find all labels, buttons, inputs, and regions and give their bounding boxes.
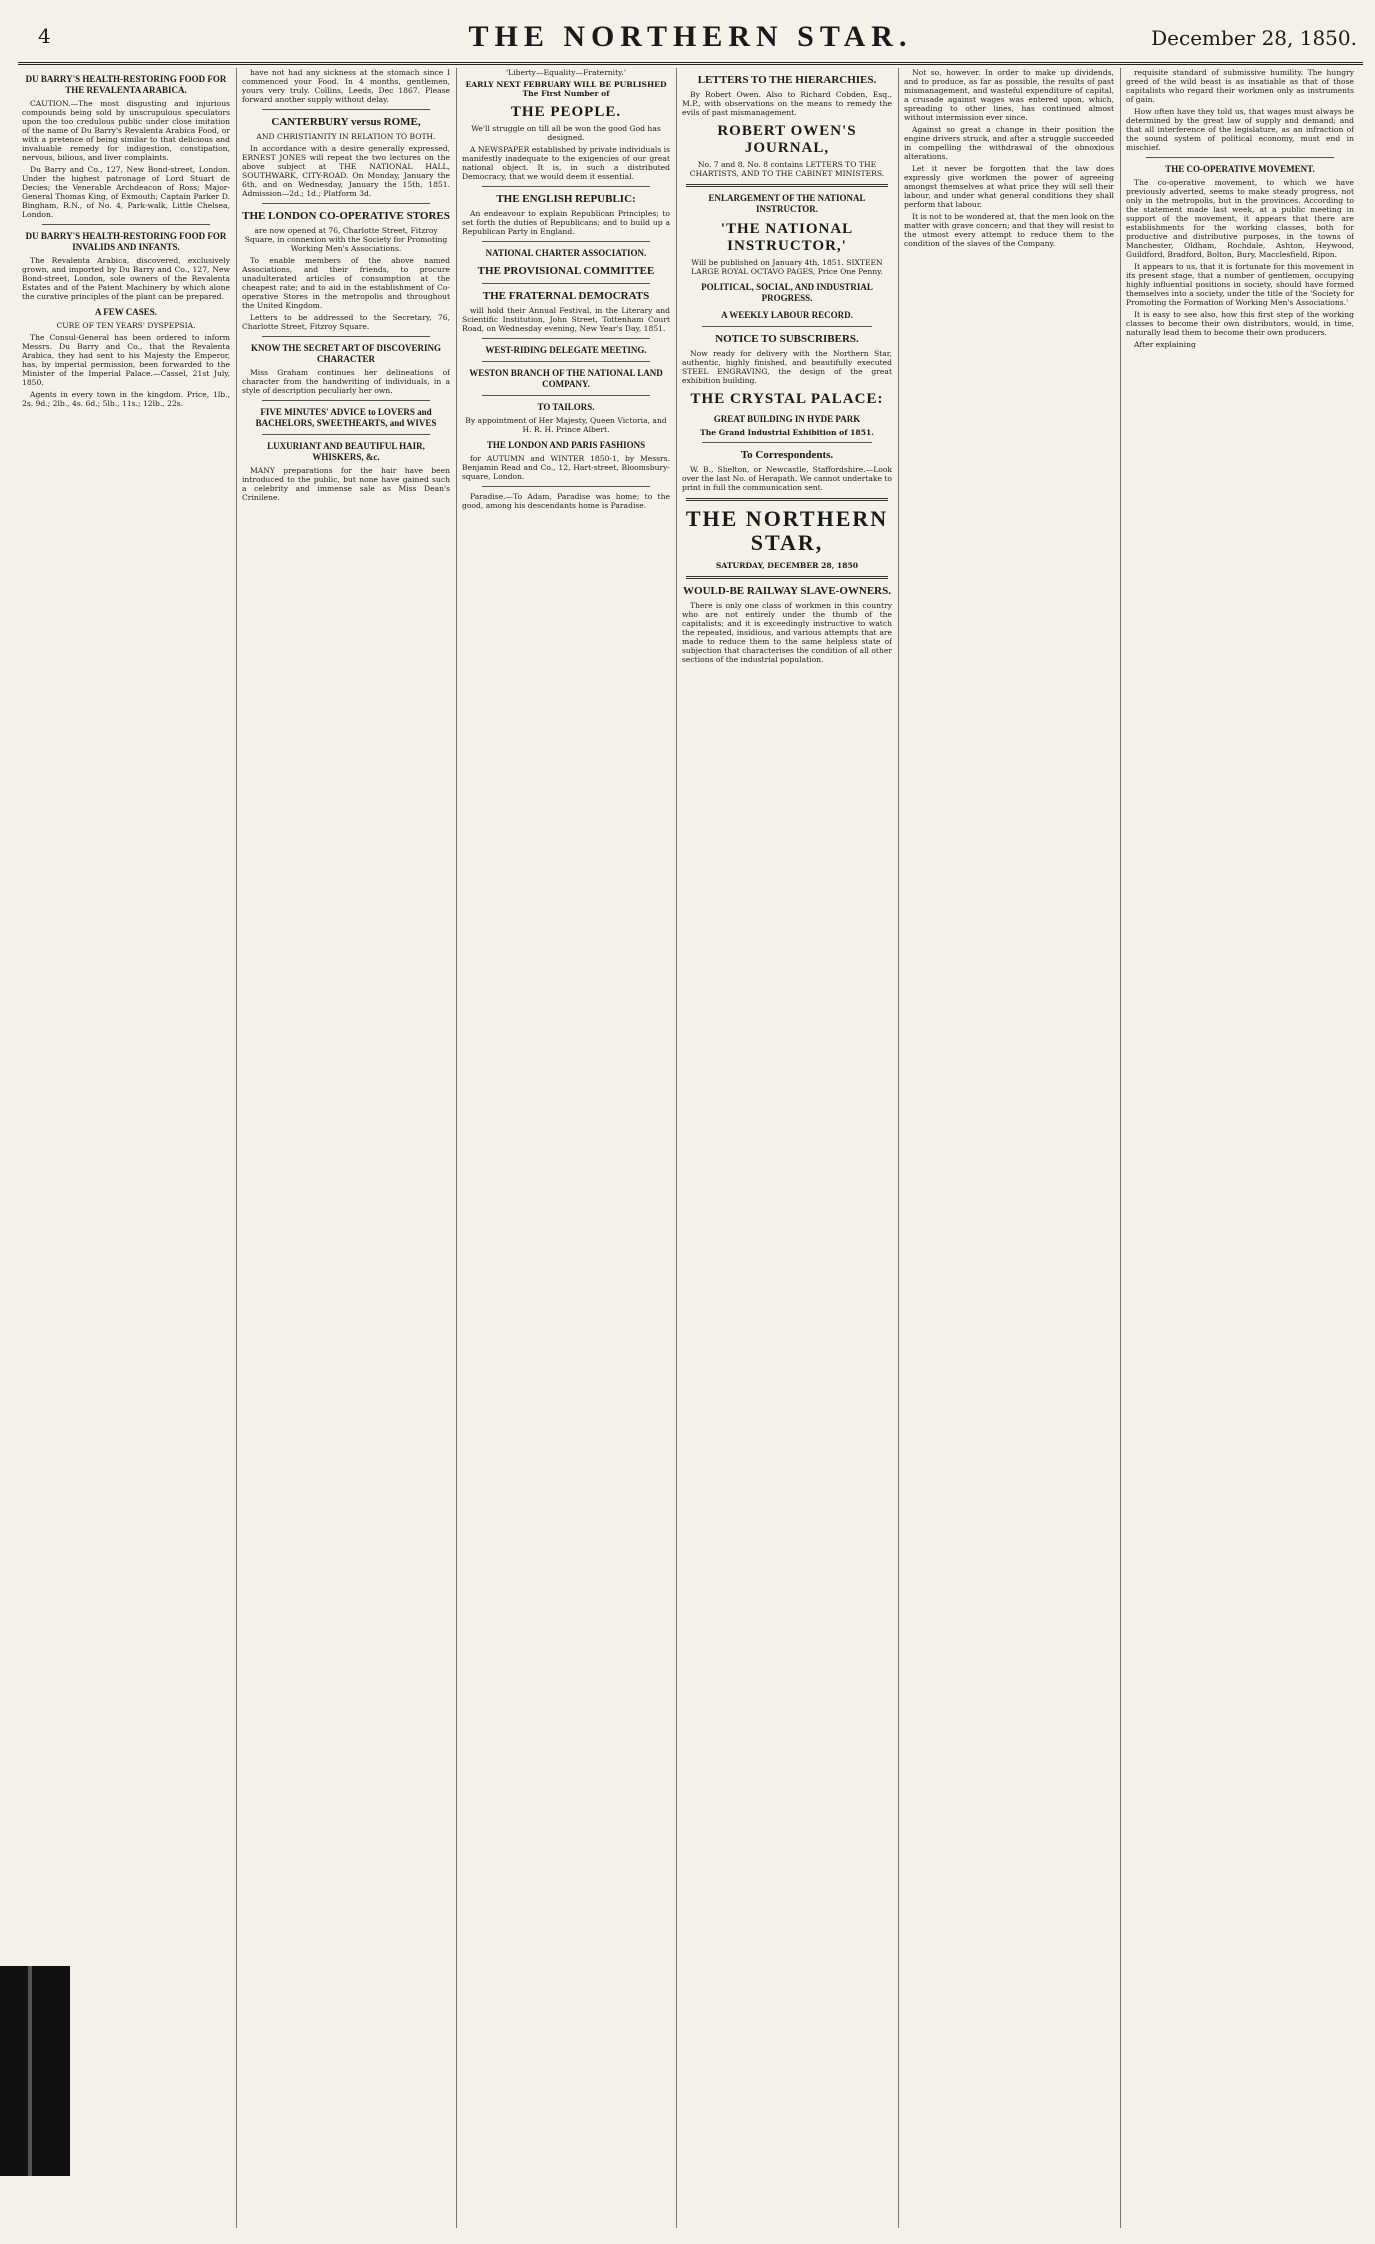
column-rule (676, 68, 677, 2228)
divider (482, 395, 650, 396)
ad-heading: A WEEKLY LABOUR RECORD. (721, 310, 853, 320)
article-text: A NEWSPAPER established by private individuals is manifestly inadequate to the exigencies of our great national object. It is, in such a distributed Democracy, that we would deem it essential. (462, 145, 670, 181)
divider (482, 186, 650, 187)
nameplate-date: SATURDAY, DECEMBER 28, 1850 (715, 561, 859, 570)
nameplate: THE NORTHERN STAR, (685, 506, 889, 555)
divider (702, 442, 872, 443)
ad-text: An endeavour to explain Republican Principles; to set forth the duties of Republicans; and to build up a Republican Party in England. (462, 209, 670, 236)
article-text: Paradise.—To Adam, Paradise was home; to the good, among his descendants home is Paradise. (462, 492, 670, 510)
divider (482, 338, 650, 339)
page-number: 4 (38, 24, 51, 48)
ad-heading: POLITICAL, SOCIAL, AND INDUSTRIAL PROGRESS. (701, 282, 873, 303)
divider (686, 498, 888, 501)
ad-text: Du Barry and Co., 127, New Bond-street, London. Under the highest patronage of Lord Stuart de Decies; the Venerable Archdeacon of Ross; Major-General Thomas King, of Exmouth; Captain Parker D. Bingham, R.N., of No. 4, Park-walk, Little Chelsea, London. (22, 165, 230, 219)
column-2 (242, 68, 450, 2230)
column-rule (1120, 68, 1121, 2228)
section-heading: THE PROVISIONAL COMMITTEE (477, 265, 655, 277)
divider (1146, 157, 1334, 158)
divider (482, 361, 650, 362)
masthead (18, 20, 1363, 65)
ad-subheading: are now opened at 76, Charlotte Street, Fitzroy Square, in connexion with the Society for Promoting Working Men's Associations. (244, 226, 448, 253)
divider (262, 336, 430, 337)
ad-text: Letters to be addressed to the Secretary, 76, Charlotte Street, Fitzroy Square. (242, 313, 450, 331)
section-heading: To Correspondents. (740, 449, 834, 461)
article-text: After explaining (1134, 340, 1196, 349)
notice-text: Now ready for delivery with the Northern Star, authentic, highly finished, and beautifully executed STEEL ENGRAVING, the design of the great exhibition building. (682, 349, 892, 385)
ad-heading: THE LONDON CO-OPERATIVE STORES (242, 210, 450, 222)
divider (482, 241, 650, 242)
ad-text: for AUTUMN and WINTER 1850-1, by Messrs. Benjamin Read and Co., 12, Hart-street, Bloomsbury-square, London. (462, 454, 670, 481)
divider (482, 283, 650, 284)
ad-heading: LUXURIANT AND BEAUTIFUL HAIR, WHISKERS, &c. (267, 441, 425, 462)
article-text: How often have they told us, that wages must always be determined by the great law of supply and demand; and that all interference of the legislature, as an infraction of the sound system of political economy, must end in mischief. (1126, 107, 1354, 152)
ad-subheading: By appointment of Her Majesty, Queen Victoria, and H. R. H. Prince Albert. (465, 416, 667, 434)
notice-line: EARLY NEXT FEBRUARY WILL BE PUBLISHED The First Number of (465, 80, 667, 98)
notice-heading: NOTICE TO SUBSCRIBERS. (715, 333, 859, 345)
newspaper-title: THE NORTHERN STAR. (468, 20, 913, 53)
column-4 (682, 68, 892, 2230)
ad-text: CAUTION.—The most disgusting and injurious compounds being sold by unscrupulous speculators upon the too credulous public under close imitation of the name of Du Barry's Revalenta Arabica Food, or with a pretence of being similar to that delicious and invaluable remedy for indigestion, constipation, nervous, bilious, and liver complaints. (22, 99, 230, 162)
article-text: Let it never be forgotten that the law does expressly give workmen the power of agreeing amongst themselves at what price they will sell their labour, and under what general conditions they shall perform that labour. (904, 164, 1114, 209)
article-text: There is only one class of workmen in this country who are not entirely under the thumb of the capitalists; and it is exceedingly instructive to watch the repeated, insidious, and various attempts that are made to reduce them to the same helpless state of subjection that characterises the condition of all other sections of the industrial population. (682, 601, 892, 664)
article-text: It is easy to see also, how this first step of the working classes to become their own distributors, would, in time, naturally lead them to become their own producers. (1126, 310, 1354, 337)
column-6 (1126, 68, 1354, 2230)
ad-text: By Robert Owen. Also to Richard Cobden, Esq., M.P., with observations on the means to remedy the evils of past mismanagement. (682, 90, 892, 117)
article-text: It appears to us, that it is fortunate for this movement in its present stage, that a number of gentlemen, occupying highly influential positions in society, should have formed themselves into a society, under the title of the 'Society for Promoting the Formation of Working Men's Associations.' (1126, 262, 1354, 307)
divider (262, 400, 430, 401)
ad-text: To enable members of the above named Associations, and their friends, to procure unadulterated articles of consumption at the cheapest rate; and to aid in the establishment of Co-operative Stores in the metropolis and throughout the United Kingdom. (242, 256, 450, 310)
column-3 (462, 68, 670, 2230)
article-text: requisite standard of submissive humility. The hungry greed of the wild beast is as insatiable as that of those capitalists who regard their workmen only as instruments of gain. (1126, 68, 1354, 104)
divider (686, 576, 888, 579)
ad-text: have not had any sickness at the stomach since I commenced your Food. In 4 months, gentlemen, yours very truly. Collins, Leeds, Dec 1867. Please forward another supply without delay. (242, 68, 450, 104)
section-heading: A FEW CASES. (94, 307, 158, 317)
ad-text: MANY preparations for the hair have been introduced to the public, but none have gained such a celebrity and immense sale as Miss Dean's Crinilene. (242, 466, 450, 502)
ad-subheading: No. 7 and 8. No. 8 contains LETTERS TO THE CHARTISTS, AND TO THE CABINET MINISTERS. (689, 160, 885, 178)
section-heading: WESTON BRANCH OF THE NATIONAL LAND COMPANY. (469, 368, 663, 389)
publication-title: THE PEOPLE. (510, 104, 622, 120)
column-rule (456, 68, 457, 2228)
section-heading: WEST-RIDING DELEGATE MEETING. (485, 345, 647, 355)
ad-heading: ENLARGEMENT OF THE NATIONAL INSTRUCTOR. (708, 193, 866, 214)
ad-heading: CANTERBURY versus ROME, (271, 116, 421, 128)
section-heading: THE FRATERNAL DEMOCRATS (482, 290, 650, 302)
notice-subheading: The Grand Industrial Exhibition of 1851. (700, 428, 874, 437)
divider (262, 434, 430, 435)
section-subheading: CURE OF TEN YEARS' DYSPEPSIA. (56, 321, 196, 330)
divider (686, 184, 888, 187)
motto: 'Liberty—Equality—Fraternity.' (506, 68, 626, 77)
column-rule (898, 68, 899, 2228)
divider (262, 109, 430, 110)
column-1 (22, 68, 230, 2230)
publication-motto: We'll struggle on till all be won the good God has designed. (471, 124, 661, 142)
column-rule (236, 68, 237, 2228)
ad-text: The Revalenta Arabica, discovered, exclusively grown, and imported by Du Barry and Co., 127, New Bond-street, London, sole owners of the Revalenta Estates and of the Patent Machinery by which alone the curative principles of the plant can be prepared. (22, 256, 230, 301)
article-text: The co-operative movement, to which we have previously adverted, seems to make steady progress, not only in the metropolis, but in the provinces. According to the statement made last week, at a public meeting in support of the movement, it appears that there are establishments for the working classes, both for productive and distributive purposes, in the towns of Manchester, Oldham, Rochdale, Ashton, Heywood, Guildford, Bradford, Bolton, Bury, Macclesfield, Ripon. (1126, 178, 1354, 259)
divider (482, 486, 650, 487)
notice-subheading: GREAT BUILDING IN HYDE PARK (713, 414, 861, 424)
section-heading: THE CO-OPERATIVE MOVEMENT. (1165, 164, 1315, 174)
ad-text: Miss Graham continues her delineations of character from the handwriting of individuals, in a style of description peculiarly her own. (242, 368, 450, 395)
ad-heading: DU BARRY'S HEALTH-RESTORING FOOD FOR INVALIDS AND INFANTS. (25, 231, 227, 252)
column-5 (904, 68, 1114, 2230)
article-text: It is not to be wondered at, that the men look on the matter with grave concern; and that they will resist to the utmost every attempt to reduce them to the condition of the slaves of the Company. (904, 212, 1114, 248)
ad-heading: LETTERS TO THE HIERARCHIES. (697, 74, 877, 86)
ad-subheading: Will be published on January 4th, 1851. SIXTEEN LARGE ROYAL OCTAVO PAGES, Price One Penny. (691, 258, 883, 276)
leader-heading: WOULD-BE RAILWAY SLAVE-OWNERS. (683, 585, 891, 597)
issue-date: December 28, 1850. (1151, 26, 1357, 50)
ad-heading: TO TAILORS. (537, 402, 595, 412)
publication-title: 'THE NATIONAL INSTRUCTOR,' (720, 221, 854, 254)
divider (702, 326, 872, 327)
divider (262, 203, 430, 204)
ad-heading: FIVE MINUTES' ADVICE to LOVERS and BACHELORS, SWEETHEARTS, and WIVES (255, 407, 437, 428)
divider (42, 224, 210, 225)
article-text: Agents in every town in the kingdom. Price, 1lb., 2s. 9d.; 2lb., 4s. 6d.; 5lb., 11s.; 12lb., 22s. (22, 390, 230, 408)
article-text: will hold their Annual Festival, in the Literary and Scientific Institution, John Street, Tottenham Court Road, on Wednesday evening, New Year's Day, 1851. (462, 306, 670, 333)
section-heading: NATIONAL CHARTER ASSOCIATION. (485, 248, 647, 258)
ad-heading: ROBERT OWEN'S JOURNAL, (717, 123, 857, 156)
ad-subheading: AND CHRISTIANITY IN RELATION TO BOTH. (256, 132, 436, 141)
binding-mark (0, 1966, 70, 2176)
ad-text: In accordance with a desire generally expressed, ERNEST JONES will repeat the two lectures on the above subject at THE NATIONAL HALL, SOUTHWARK, CITY-ROAD. On Monday, January the 6th, and on Wednesday, January the 15th, 1851. Admission—2d.; 1d.; Platform 3d. (242, 144, 450, 198)
article-text: The Consul-General has been ordered to inform Messrs. Du Barry and Co., that the Revalenta Arabica, they had sent to his Majesty the Emperor, has, by imperial permission, been forwarded to the Minister of the Imperial Palace.—Cassel, 21st July, 1850. (22, 333, 230, 387)
notice-heading: THE CRYSTAL PALACE: (690, 391, 884, 407)
article-text: Not so, however. In order to make up dividends, and to produce, as far as possible, the results of past mismanagement, and wasteful expenditure of capital, a crusade against wages was entered upon, which, spreading to other lines, has continued almost without intermission ever since. (904, 68, 1114, 122)
ad-heading: THE ENGLISH REPUBLIC: (496, 193, 636, 205)
ad-heading: DU BARRY'S HEALTH-RESTORING FOOD FOR THE REVALENTA ARABICA. (25, 74, 227, 95)
article-text: W. B., Shelton, or Newcastle, Staffordshire.—Look over the last No. of Herapath. We cannot undertake to print in full the communication sent. (682, 465, 892, 492)
article-text: Against so great a change in their position the engine drivers struck, and after a struggle succeeded in compelling the withdrawal of the obnoxious alterations. (904, 125, 1114, 161)
ad-heading: THE LONDON AND PARIS FASHIONS (486, 440, 646, 450)
ad-heading: KNOW THE SECRET ART OF DISCOVERING CHARACTER (251, 343, 441, 364)
